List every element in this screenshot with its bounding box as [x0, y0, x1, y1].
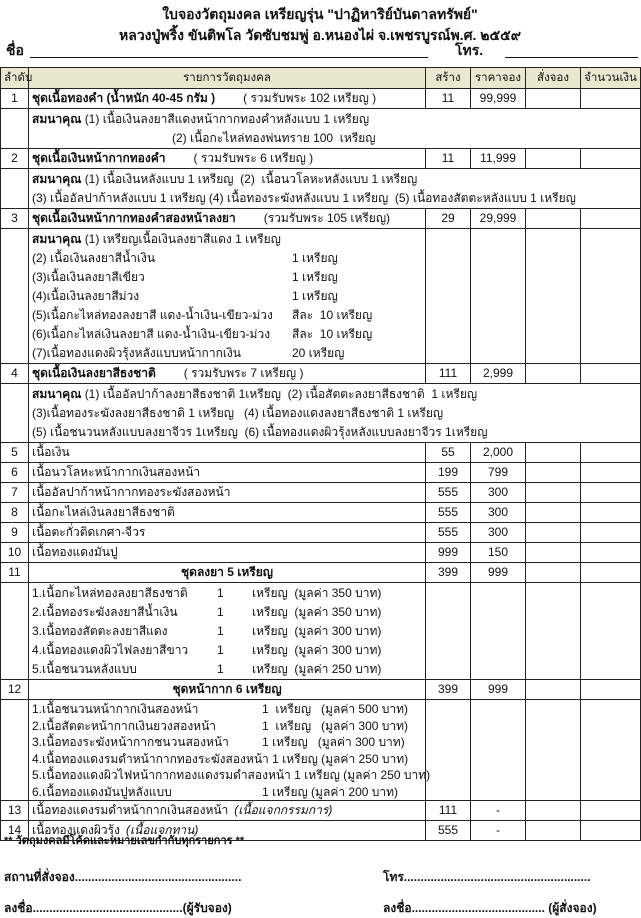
item-name — [29, 483, 426, 503]
row-number: 2 — [1, 149, 29, 169]
bonus-line — [32, 734, 422, 751]
bonus-line — [32, 268, 422, 287]
bonus-line-text: 1 — [217, 586, 224, 600]
bonus-details — [29, 700, 431, 801]
order-qty-cell[interactable] — [526, 443, 581, 463]
order-qty-cell[interactable] — [526, 229, 581, 364]
reserve-price — [471, 229, 526, 364]
bonus-line-text: 1 เหรียญ (มูลค่า 300 บาท) — [262, 718, 409, 733]
built-count: 399 — [426, 563, 471, 583]
item-title: ชุดลงยา 5 เหรียญ — [181, 565, 273, 579]
order-qty-cell[interactable] — [526, 583, 581, 680]
built-count: 199 — [426, 463, 471, 483]
built-count: 555 — [426, 523, 471, 543]
bonus-line-text: สีละ 10 เหรียญ — [292, 327, 373, 341]
bonus-line-text: (2) เนื้อเงินลงยาสีน้ำเงิน — [32, 251, 156, 265]
row-number: 5 — [1, 443, 29, 463]
order-qty-cell[interactable] — [526, 543, 581, 563]
col-header-built: สร้าง — [426, 68, 471, 89]
amount-cell[interactable] — [581, 801, 641, 821]
bonus-line — [32, 767, 431, 784]
order-qty-cell[interactable] — [526, 483, 581, 503]
bonus-line-text: (1) เหรียญเนื้อเงินลงยาสีแดง 1 เหรียญ — [84, 232, 281, 246]
bonus-line-text: (7)เนื้อทองแดงผิวรุ้งหลังแบบหน้ากากเงิน — [32, 346, 241, 360]
bonus-line-text: (4)เนื้อเงินลงยาสีม่วง — [32, 289, 140, 303]
item-name — [29, 463, 426, 483]
bonus-line-text: 2.เนื้อสัตตะหน้ากากเงินยวงสองหน้า — [32, 718, 217, 733]
bonus-row — [1, 169, 641, 209]
empty-cell — [1, 583, 29, 680]
item-title: เนื้อทองแดงรมดำหน้ากากเงินสองหน้า — [32, 803, 229, 817]
item-note: (เนื้อแจกทาน) — [125, 823, 199, 837]
bonus-line-text: เหรียญ (มูลค่า 350 บาท) — [252, 605, 382, 619]
amount-cell[interactable] — [581, 209, 641, 229]
built-count: 555 — [426, 483, 471, 503]
table-row — [1, 523, 641, 543]
bonus-line — [32, 189, 637, 208]
bonus-line-text: 1.เนื้อกะไหล่ทองลงยาสีธงชาติ — [32, 586, 188, 600]
item-note: (เนื้อแจกกรรมการ) — [234, 803, 333, 817]
bonus-line-text: 2.เนื้อทองระฆังลงยาสีน้ำเงิน — [32, 605, 178, 619]
item-title: ชุดเนื้อเงินลงยาสีธงชาติ — [32, 366, 156, 380]
order-qty-cell[interactable] — [526, 209, 581, 229]
amount-cell[interactable] — [581, 563, 641, 583]
reserve-price: 2,999 — [471, 364, 526, 384]
table-row — [1, 801, 641, 821]
bonus-line-text: (1) เนื้อเงินหลังแบบ 1 เหรียญ (2) เนื้อนวโลหะหลังแบบ 1 เหรียญ — [84, 172, 418, 186]
item-note: ( รวมรับพระ 6 เหรียญ ) — [193, 151, 314, 165]
row-number: 4 — [1, 364, 29, 384]
amount-cell[interactable] — [581, 583, 641, 680]
built-count: 55 — [426, 443, 471, 463]
col-header-order: ลำดับ — [1, 68, 29, 89]
bonus-line-text: 1 — [217, 605, 224, 619]
bonus-line-text: (5)เนื้อกะไหล่ทองลงยาสี แดง-น้ำเงิน-เขียว-ม่วง — [32, 308, 273, 322]
bonus-line — [32, 701, 422, 718]
footnote: ** วัตถุมงคลมีโค้ดและหมายเลขกำกับทุกรายการ ** — [4, 835, 245, 847]
order-qty-cell[interactable] — [526, 801, 581, 821]
order-qty-cell[interactable] — [526, 364, 581, 384]
amount-cell[interactable] — [581, 503, 641, 523]
table-row — [1, 209, 641, 229]
row-number: 7 — [1, 483, 29, 503]
amount-cell[interactable] — [581, 483, 641, 503]
item-name — [29, 563, 426, 583]
bonus-line-text: (1) เนื้อเงินลงยาสีแดงหน้ากากทองคำหลังแบบ 1 เหรียญ — [84, 112, 370, 126]
col-header-order-qty: สั่งจอง — [526, 68, 581, 89]
item-title: เนื้ออัลปาก้าหน้ากากทองระฆังสองหน้า — [32, 485, 231, 499]
bonus-line — [32, 751, 422, 768]
built-count: 399 — [426, 680, 471, 700]
bonus-line-text: 1 เหรียญ — [292, 251, 338, 265]
reserve-price: 799 — [471, 463, 526, 483]
table-row — [1, 503, 641, 523]
bonus-line-text: (3) เนื้ออัลปาก้าหลังแบบ 1 เหรียญ (4) เนื้อทองระฆังหลังแบบ 1 เหรียญ (5) เนื้อทองสัตตะหลังแบบ 1 เหรียญ — [32, 191, 576, 205]
bonus-line-text: สีละ 10 เหรียญ — [292, 308, 373, 322]
bonus-line-text: 1 เหรียญ (มูลค่า 500 บาท) — [262, 702, 409, 716]
phone-field[interactable] — [505, 42, 638, 58]
bonus-line — [32, 404, 637, 423]
col-header-amount: จำนวนเงิน — [581, 68, 641, 89]
bonus-line — [32, 385, 637, 404]
built-count: 555 — [426, 503, 471, 523]
reserve-price: - — [471, 801, 526, 821]
item-title: เนื้อกะไหล่เงินลงยาสีธงชาติ — [32, 505, 175, 519]
item-title: ชุดเนื้อทองคำ (น้ำหนัก 40-45 กรัม ) — [32, 91, 216, 105]
bonus-line-text: 3.เนื้อทองสัตตะลงยาสีแดง — [32, 624, 168, 638]
item-title: เนื้อทองแดงมันปู — [32, 545, 118, 559]
bonus-line-text: 5.เนื้อทองแดงผิวไฟหน้ากากทองแดงรมดำสองหน้า 1 เหรียญ (มูลค่า 250 บาท) — [32, 768, 431, 782]
name-field[interactable] — [30, 42, 428, 58]
bonus-label: สมนาคุณ — [32, 232, 82, 246]
bonus-line-text: เหรียญ (มูลค่า 300 บาท) — [252, 643, 382, 657]
row-number: 10 — [1, 543, 29, 563]
item-title: เนื้อตะกั่วติดเกศา-จีวร — [32, 525, 146, 539]
col-header-items: รายการวัตถุมงคล — [29, 68, 426, 89]
table-row — [1, 89, 641, 109]
item-name — [29, 443, 426, 463]
bonus-row — [1, 229, 641, 364]
table-row — [1, 443, 641, 463]
order-qty-cell[interactable] — [526, 503, 581, 523]
item-title: ชุดเนื้อเงินหน้ากากทองคำ — [32, 151, 166, 165]
table-row — [1, 463, 641, 483]
bonus-row — [1, 583, 641, 680]
table-row — [1, 680, 641, 700]
built-count — [426, 229, 471, 364]
name-label: ชื่อ — [6, 42, 24, 58]
order-qty-cell[interactable] — [526, 563, 581, 583]
bonus-line — [32, 306, 422, 325]
footer-phone-field[interactable]: โทร........................................................ — [383, 870, 591, 884]
reserve-price: 2,000 — [471, 443, 526, 463]
reserve-price — [471, 700, 526, 801]
bonus-line — [32, 660, 422, 679]
empty-cell — [1, 109, 29, 149]
bonus-line-text: 1.เนื้อชนวนหน้ากากเงินสองหน้า — [32, 702, 199, 716]
amount-cell[interactable] — [581, 89, 641, 109]
item-name — [29, 89, 426, 109]
item-name — [29, 364, 426, 384]
order-qty-cell[interactable] — [526, 821, 581, 841]
amount-cell[interactable] — [581, 523, 641, 543]
built-count: 555 — [426, 821, 471, 841]
built-count — [426, 583, 471, 680]
item-note: (รวมรับพระ 105 เหรียญ) — [263, 211, 391, 225]
reserve-price: 999 — [471, 680, 526, 700]
reserve-price: 29,999 — [471, 209, 526, 229]
amount-cell[interactable] — [581, 700, 641, 801]
amount-cell[interactable] — [581, 229, 641, 364]
bonus-details — [29, 229, 426, 364]
item-title: ชุดเนื้อเงินหน้ากากทองคำสองหน้าลงยา — [32, 211, 236, 225]
amount-cell[interactable] — [581, 364, 641, 384]
reserve-price: 300 — [471, 503, 526, 523]
item-title: เนื้อนวโลหะหน้ากากเงินสองหน้า — [32, 465, 201, 479]
table-row — [1, 543, 641, 563]
row-number: 12 — [1, 680, 29, 700]
bonus-line-text: 20 เหรียญ — [292, 346, 345, 360]
built-count: 29 — [426, 209, 471, 229]
bonus-line-text: (5) เนื้อชนวนหลังแบบลงยาจีวร 1เหรียญ (6) เนื้อทองแดงผิวรุ้งหลังแบบลงยาจีวร 1เหรียญ — [32, 425, 488, 439]
bonus-line-text: 1 เหรียญ (มูลค่า 200 บาท) — [262, 784, 399, 799]
bonus-label: สมนาคุณ — [32, 387, 82, 401]
bonus-line — [32, 622, 422, 641]
order-qty-cell[interactable] — [526, 523, 581, 543]
reserve-price — [471, 583, 526, 680]
bonus-line — [32, 718, 422, 735]
reserve-price: 999 — [471, 563, 526, 583]
item-title: ชุดหน้ากาก 6 เหรียญ — [172, 682, 282, 696]
bonus-line-text: (1) เนื้ออัลปาก้าลงยาสีธงชาติ 1เหรียญ (2) เนื้อสัตตะลงยาสีธงชาติ 1 เหรียญ — [84, 387, 478, 401]
bonus-details — [29, 109, 641, 149]
row-number: 6 — [1, 463, 29, 483]
bonus-details — [29, 583, 426, 680]
bonus-line — [32, 344, 422, 363]
order-qty-cell[interactable] — [526, 89, 581, 109]
reserve-price: 150 — [471, 543, 526, 563]
bonus-details — [29, 384, 641, 443]
amount-cell[interactable] — [581, 680, 641, 700]
built-count: 111 — [426, 364, 471, 384]
row-number: 11 — [1, 563, 29, 583]
col-header-price: ราคาจอง — [471, 68, 526, 89]
bonus-line — [32, 603, 422, 622]
empty-cell — [1, 169, 29, 209]
form-subtitle: หลวงปู่พริ้ง ขันติพโล วัดซับชมพู่ อ.หนองไผ่ จ.เพชรบูรณ์พ.ศ. ๒๕๕๙ — [119, 27, 521, 43]
row-number: 1 — [1, 89, 29, 109]
reserve-price: - — [471, 821, 526, 841]
item-note: ( รวมรับพระ 102 เหรียญ ) — [243, 91, 377, 105]
bonus-line-text: 1 — [217, 643, 224, 657]
bonus-line — [32, 110, 637, 129]
bonus-line-text: เหรียญ (มูลค่า 300 บาท) — [252, 624, 382, 638]
row-number: 9 — [1, 523, 29, 543]
bonus-line — [32, 170, 637, 189]
customer-info-row — [0, 40, 640, 60]
table-header — [1, 68, 641, 89]
item-name — [29, 209, 426, 229]
empty-cell — [1, 700, 29, 801]
bonus-line-text: 6.เนื้อทองแดงมันปูหลังแบบ — [32, 784, 172, 799]
bonus-label: สมนาคุณ — [32, 172, 82, 186]
phone-label: โทร. — [455, 42, 484, 58]
bonus-line-text: (3)เนื้อเงินลงยาสีเขียว — [32, 270, 145, 284]
table-row — [1, 149, 641, 169]
row-number: 13 — [1, 801, 29, 821]
bonus-line — [32, 641, 422, 660]
bonus-line — [32, 325, 422, 344]
empty-cell — [1, 229, 29, 364]
order-qty-cell[interactable] — [526, 700, 581, 801]
table-row — [1, 364, 641, 384]
bonus-line-text: (2) เนื้อกะไหล่ทองพ่นทราย 100 เหรียญ — [172, 131, 376, 145]
item-title: เนื้อทองแดงผิวรุ้ง — [32, 823, 120, 837]
amount-cell[interactable] — [581, 443, 641, 463]
bonus-line-text: เหรียญ (มูลค่า 350 บาท) — [252, 586, 382, 600]
bonus-line — [32, 287, 422, 306]
item-note: ( รวมรับพระ 7 เหรียญ ) — [183, 366, 304, 380]
item-name — [29, 149, 426, 169]
bonus-line — [32, 249, 422, 268]
bonus-line — [32, 423, 637, 442]
built-count: 11 — [426, 149, 471, 169]
row-number: 3 — [1, 209, 29, 229]
bonus-line-text: เหรียญ (มูลค่า 250 บาท) — [252, 662, 382, 676]
item-name — [29, 680, 426, 700]
built-count: 11 — [426, 89, 471, 109]
bonus-line-text: 4.เนื้อทองแดงรมดำหน้ากากทองระฆังสองหน้า 1 เหรียญ (มูลค่า 250 บาท) — [32, 751, 409, 766]
built-count — [426, 700, 471, 801]
orderer-signature[interactable]: ลงชื่อ........................................ (ผู้สั่งจอง) — [383, 901, 597, 915]
form-title: ใบจองวัตถุมงคล เหรียญรุ่น "ปาฏิหาริย์บันดาลทรัพย์" — [162, 6, 478, 22]
order-qty-cell[interactable] — [526, 680, 581, 700]
order-qty-cell[interactable] — [526, 463, 581, 483]
bonus-line — [32, 584, 422, 603]
reserve-price: 300 — [471, 483, 526, 503]
bonus-line-text: 1 เหรียญ — [292, 289, 338, 303]
bonus-label: สมนาคุณ — [32, 112, 82, 126]
table-row — [1, 483, 641, 503]
built-count: 111 — [426, 801, 471, 821]
order-place-field[interactable]: สถานที่สั่งจอง.................................................. — [4, 870, 242, 884]
table-row — [1, 563, 641, 583]
bonus-line-text: 3.เนื้อทองระฆังหน้ากากชนวนสองหน้า — [32, 735, 229, 749]
amount-cell[interactable] — [581, 821, 641, 841]
amount-cell[interactable] — [581, 463, 641, 483]
bonus-line — [32, 230, 422, 249]
reserve-price: 11,999 — [471, 149, 526, 169]
bonus-line-text: (3)เนื้อทองระฆังลงยาสีธงชาติ 1 เหรียญ (4) เนื้อทองแดงลงยาสีธงชาติ 1 เหรียญ — [32, 406, 444, 420]
bonus-details — [29, 169, 641, 209]
bonus-line-text: (6)เนื้อกะไหล่เงินลงยาสี แดง-น้ำเงิน-เขียว-ม่วง — [32, 327, 271, 341]
bonus-line-text: 4.เนื้อทองแดงผิวไฟลงยาสีขาว — [32, 643, 189, 657]
reserve-price: 99,999 — [471, 89, 526, 109]
row-number: 14 — [1, 821, 29, 841]
bonus-line-text: 1 — [217, 662, 224, 676]
bonus-row — [1, 109, 641, 149]
bonus-line-text: 1 — [217, 624, 224, 638]
bonus-line-text: 1 เหรียญ (มูลค่า 300 บาท) — [262, 735, 405, 749]
order-table — [0, 67, 641, 841]
built-count: 999 — [426, 543, 471, 563]
item-name — [29, 503, 426, 523]
item-name — [29, 801, 426, 821]
order-qty-cell[interactable] — [526, 149, 581, 169]
reserve-price: 300 — [471, 523, 526, 543]
bonus-row — [1, 384, 641, 443]
amount-cell[interactable] — [581, 543, 641, 563]
receiver-signature[interactable]: ลงชื่อ.............................................(ผู้รับจอง) — [4, 901, 232, 915]
bonus-row — [1, 700, 641, 801]
amount-cell[interactable] — [581, 149, 641, 169]
item-name — [29, 543, 426, 563]
empty-cell — [1, 384, 29, 443]
bonus-line — [32, 784, 422, 801]
bonus-line-text: 1 เหรียญ — [292, 270, 338, 284]
row-number: 8 — [1, 503, 29, 523]
item-title: เนื้อเงิน — [32, 445, 70, 459]
item-name — [29, 523, 426, 543]
bonus-line — [32, 129, 637, 148]
bonus-line-text: 5.เนื้อชนวนหลังแบบ — [32, 662, 137, 676]
